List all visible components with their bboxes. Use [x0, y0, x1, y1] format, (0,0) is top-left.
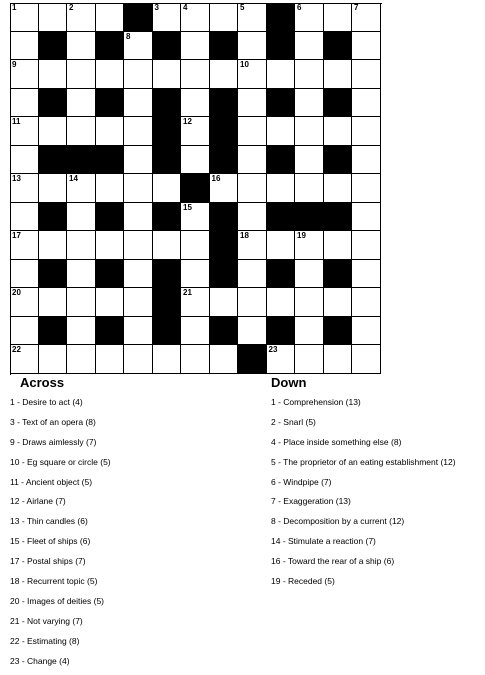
grid-cell[interactable] [67, 317, 96, 346]
clue-number: 12 [183, 117, 192, 126]
clue-number: 1 [12, 3, 17, 12]
grid-cell[interactable] [295, 317, 324, 346]
black-cell [153, 32, 182, 61]
grid-cell[interactable] [67, 345, 96, 374]
grid-cell[interactable] [352, 203, 381, 232]
grid-cell[interactable] [352, 260, 381, 289]
grid-cell[interactable] [181, 146, 210, 175]
grid-cell[interactable] [295, 60, 324, 89]
clue-number: 13 [12, 174, 21, 183]
grid-cell[interactable] [124, 32, 153, 61]
grid-cell[interactable] [295, 32, 324, 61]
black-cell [238, 345, 267, 374]
grid-cell[interactable] [124, 89, 153, 118]
grid-cell[interactable] [39, 174, 68, 203]
grid-cell[interactable] [267, 345, 296, 374]
grid-cell[interactable] [10, 345, 39, 374]
grid-cell[interactable] [295, 345, 324, 374]
grid-cell[interactable] [238, 260, 267, 289]
across-heading: Across [20, 375, 65, 390]
grid-cell[interactable] [10, 60, 39, 89]
grid-cell[interactable] [181, 60, 210, 89]
grid-cell[interactable] [238, 146, 267, 175]
grid-cell[interactable] [295, 117, 324, 146]
grid-cell[interactable] [39, 117, 68, 146]
across-clue: 20 - Images of deities (5) [10, 595, 105, 606]
clue-number: 19 [297, 231, 306, 240]
grid-cell[interactable] [267, 174, 296, 203]
black-cell [96, 203, 125, 232]
down-clue: 16 - Toward the rear of a ship (6) [271, 556, 395, 567]
down-clue: 7 - Exaggeration (13) [271, 496, 351, 507]
black-cell [267, 89, 296, 118]
clue-number: 8 [126, 31, 131, 41]
black-cell [324, 89, 353, 118]
grid-cell[interactable] [238, 317, 267, 346]
grid-cell[interactable] [238, 32, 267, 61]
clue-number: 4 [183, 3, 188, 12]
grid-cell[interactable] [210, 288, 239, 317]
grid-cell[interactable] [295, 146, 324, 175]
grid-cell[interactable] [124, 146, 153, 175]
grid-cell[interactable] [10, 174, 39, 203]
black-cell [96, 260, 125, 289]
clue-number: 6 [297, 3, 302, 12]
grid-cell[interactable] [181, 231, 210, 260]
across-clue: 18 - Recurrent topic (5) [10, 576, 98, 587]
grid-cell[interactable] [181, 32, 210, 61]
grid-cell[interactable] [10, 32, 39, 61]
down-clue: 5 - The proprietor of an eating establishment (12) [271, 456, 456, 467]
grid-cell[interactable] [267, 288, 296, 317]
grid-cell[interactable] [96, 345, 125, 374]
black-cell [267, 317, 296, 346]
across-clue: 1 - Desire to act (4) [10, 397, 83, 407]
grid-cell[interactable] [96, 288, 125, 317]
grid-cell[interactable] [181, 345, 210, 374]
grid-cell[interactable] [210, 174, 239, 203]
black-cell [210, 203, 239, 232]
grid-cell[interactable] [324, 117, 353, 146]
clue-number: 11 [12, 117, 21, 126]
grid-cell[interactable] [96, 231, 125, 260]
grid-cell[interactable] [352, 3, 381, 32]
grid-cell[interactable] [324, 60, 353, 89]
grid-cell[interactable] [67, 260, 96, 289]
down-clue: 2 - Snarl (5) [271, 416, 316, 427]
across-clue: 21 - Not varying (7) [10, 615, 83, 626]
grid-cell[interactable] [210, 3, 239, 32]
grid-cell[interactable] [295, 288, 324, 317]
black-cell [39, 317, 68, 346]
grid-cell[interactable] [181, 89, 210, 118]
grid-cell[interactable] [238, 231, 267, 260]
grid-cell[interactable] [324, 231, 353, 260]
clue-number: 14 [69, 174, 78, 183]
grid-cell[interactable] [96, 3, 125, 32]
black-cell [96, 32, 125, 61]
black-cell [39, 89, 68, 118]
black-cell [210, 89, 239, 118]
down-heading: Down [271, 375, 307, 390]
down-clue: 19 - Receded (5) [271, 576, 335, 587]
black-cell [267, 146, 296, 175]
black-cell [96, 146, 125, 175]
across-clue: 17 - Postal ships (7) [10, 556, 86, 567]
across-clue: 10 - Eg square or circle (5) [10, 456, 111, 467]
clue-number: 9 [12, 60, 17, 69]
grid-cell[interactable] [352, 288, 381, 317]
grid-cell[interactable] [10, 203, 39, 232]
grid-cell[interactable] [295, 3, 324, 32]
clue-number: 5 [240, 3, 245, 12]
grid-cell[interactable] [153, 60, 182, 89]
grid-cell[interactable] [124, 231, 153, 260]
grid-cell[interactable] [67, 60, 96, 89]
grid-cell[interactable] [10, 260, 39, 289]
black-cell [39, 203, 68, 232]
black-cell [210, 317, 239, 346]
black-cell [153, 89, 182, 118]
grid-cell[interactable] [67, 32, 96, 61]
grid-cell[interactable] [352, 60, 381, 89]
grid-cell[interactable] [238, 89, 267, 118]
clue-number: 2 [69, 3, 74, 12]
grid-cell[interactable] [324, 3, 353, 32]
grid-cell[interactable] [10, 89, 39, 118]
grid-cell[interactable] [39, 288, 68, 317]
grid-cell[interactable] [10, 3, 39, 32]
black-cell [210, 117, 239, 146]
grid-cell[interactable] [153, 3, 182, 32]
grid-cell[interactable] [10, 231, 39, 260]
black-cell [39, 146, 68, 175]
black-cell [267, 3, 296, 32]
down-clue: 1 - Comprehension (13) [271, 397, 361, 407]
grid-cell[interactable] [295, 174, 324, 203]
clue-number: 22 [12, 345, 21, 354]
grid-cell[interactable] [352, 117, 381, 146]
grid-cell[interactable] [238, 60, 267, 89]
across-clue: 11 - Ancient object (5) [10, 476, 93, 487]
grid-cell[interactable] [39, 3, 68, 32]
grid-cell[interactable] [124, 345, 153, 374]
across-clue: 3 - Text of an opera (8) [10, 416, 96, 427]
grid-cell[interactable] [352, 32, 381, 61]
black-cell [153, 288, 182, 317]
grid-cell[interactable] [238, 3, 267, 32]
grid-cell[interactable] [238, 203, 267, 232]
grid-cell[interactable] [267, 117, 296, 146]
grid-cell[interactable] [238, 117, 267, 146]
grid-cell[interactable] [238, 288, 267, 317]
clue-number: 18 [240, 231, 249, 240]
black-cell [181, 174, 210, 203]
clue-number: 15 [183, 202, 192, 212]
grid-cell[interactable] [238, 174, 267, 203]
grid-cell[interactable] [96, 174, 125, 203]
grid-cell[interactable] [153, 231, 182, 260]
grid-cell[interactable] [124, 288, 153, 317]
black-cell [210, 146, 239, 175]
grid-cell[interactable] [352, 146, 381, 175]
grid-cell[interactable] [267, 60, 296, 89]
grid-cell[interactable] [324, 174, 353, 203]
black-cell [96, 89, 125, 118]
grid-cell[interactable] [181, 317, 210, 346]
black-cell [210, 32, 239, 61]
black-cell [153, 146, 182, 175]
black-cell [267, 203, 296, 232]
clue-number: 17 [12, 231, 21, 240]
down-clue-list [271, 397, 456, 596]
black-cell [324, 203, 353, 232]
grid-cell[interactable] [67, 89, 96, 118]
grid-cell[interactable] [352, 345, 381, 374]
black-cell [96, 317, 125, 346]
grid-cell[interactable] [181, 3, 210, 32]
grid-cell[interactable] [181, 260, 210, 289]
across-clue-list [10, 397, 111, 675]
black-cell [267, 260, 296, 289]
grid-cell[interactable] [96, 117, 125, 146]
grid-cell[interactable] [10, 146, 39, 175]
grid-cell[interactable] [39, 60, 68, 89]
grid-cell[interactable] [124, 203, 153, 232]
across-clue: 23 - Change (4) [10, 655, 70, 666]
across-clue: 9 - Draws aimlessly (7) [10, 436, 97, 447]
grid-cell[interactable] [39, 345, 68, 374]
black-cell [153, 317, 182, 346]
grid-cell[interactable] [181, 117, 210, 146]
grid-cell[interactable] [295, 89, 324, 118]
across-clue: 22 - Estimating (8) [10, 635, 80, 646]
grid-cell[interactable] [124, 174, 153, 203]
crossword-grid [10, 3, 382, 375]
grid-cell[interactable] [352, 89, 381, 118]
clue-number: 23 [268, 345, 278, 354]
across-clue: 13 - Thin candles (6) [10, 516, 88, 527]
black-cell [153, 117, 182, 146]
down-clue: 14 - Stimulate a reaction (7) [271, 536, 376, 547]
black-cell [324, 32, 353, 61]
black-cell [324, 317, 353, 346]
black-cell [210, 260, 239, 289]
grid-cell[interactable] [67, 117, 96, 146]
grid-cell[interactable] [267, 231, 296, 260]
across-clue: 15 - Fleet of ships (6) [10, 536, 91, 547]
down-clue: 8 - Decomposition by a current (12) [271, 516, 405, 527]
black-cell [67, 146, 96, 175]
black-cell [324, 146, 353, 175]
grid-cell[interactable] [295, 231, 324, 260]
black-cell [39, 32, 68, 61]
grid-cell[interactable] [96, 60, 125, 89]
grid-cell[interactable] [67, 231, 96, 260]
grid-cell[interactable] [124, 317, 153, 346]
clue-number: 21 [183, 288, 192, 297]
grid-cell[interactable] [210, 60, 239, 89]
grid-cell[interactable] [324, 345, 353, 374]
grid-cell[interactable] [181, 203, 210, 232]
black-cell [210, 231, 239, 260]
black-cell [267, 32, 296, 61]
down-clue: 6 - Windpipe (7) [271, 476, 332, 487]
grid-cell[interactable] [352, 317, 381, 346]
grid-cell[interactable] [67, 3, 96, 32]
black-cell [124, 3, 153, 32]
across-clue: 12 - Airlane (7) [10, 496, 66, 507]
grid-cell[interactable] [153, 345, 182, 374]
black-cell [153, 203, 182, 232]
grid-cell[interactable] [210, 345, 239, 374]
black-cell [39, 260, 68, 289]
grid-cell[interactable] [352, 174, 381, 203]
grid-cell[interactable] [181, 288, 210, 317]
grid-cell[interactable] [124, 260, 153, 289]
grid-cell[interactable] [10, 288, 39, 317]
grid-cell[interactable] [67, 288, 96, 317]
black-cell [324, 260, 353, 289]
black-cell [153, 260, 182, 289]
grid-cell[interactable] [124, 60, 153, 89]
grid-cell[interactable] [10, 317, 39, 346]
grid-cell[interactable] [153, 174, 182, 203]
grid-cell[interactable] [67, 203, 96, 232]
grid-cell[interactable] [67, 174, 96, 203]
grid-cell[interactable] [352, 231, 381, 260]
grid-cell[interactable] [10, 117, 39, 146]
black-cell [295, 203, 324, 232]
clue-number: 10 [240, 60, 249, 69]
clue-number: 7 [354, 3, 359, 12]
grid-cell[interactable] [124, 117, 153, 146]
clue-number: 16 [211, 174, 221, 183]
down-clue: 4 - Place inside something else (8) [271, 436, 402, 447]
clue-number: 20 [12, 288, 21, 297]
grid-cell[interactable] [39, 231, 68, 260]
grid-cell[interactable] [324, 288, 353, 317]
clue-number: 3 [154, 3, 159, 12]
grid-cell[interactable] [295, 260, 324, 289]
